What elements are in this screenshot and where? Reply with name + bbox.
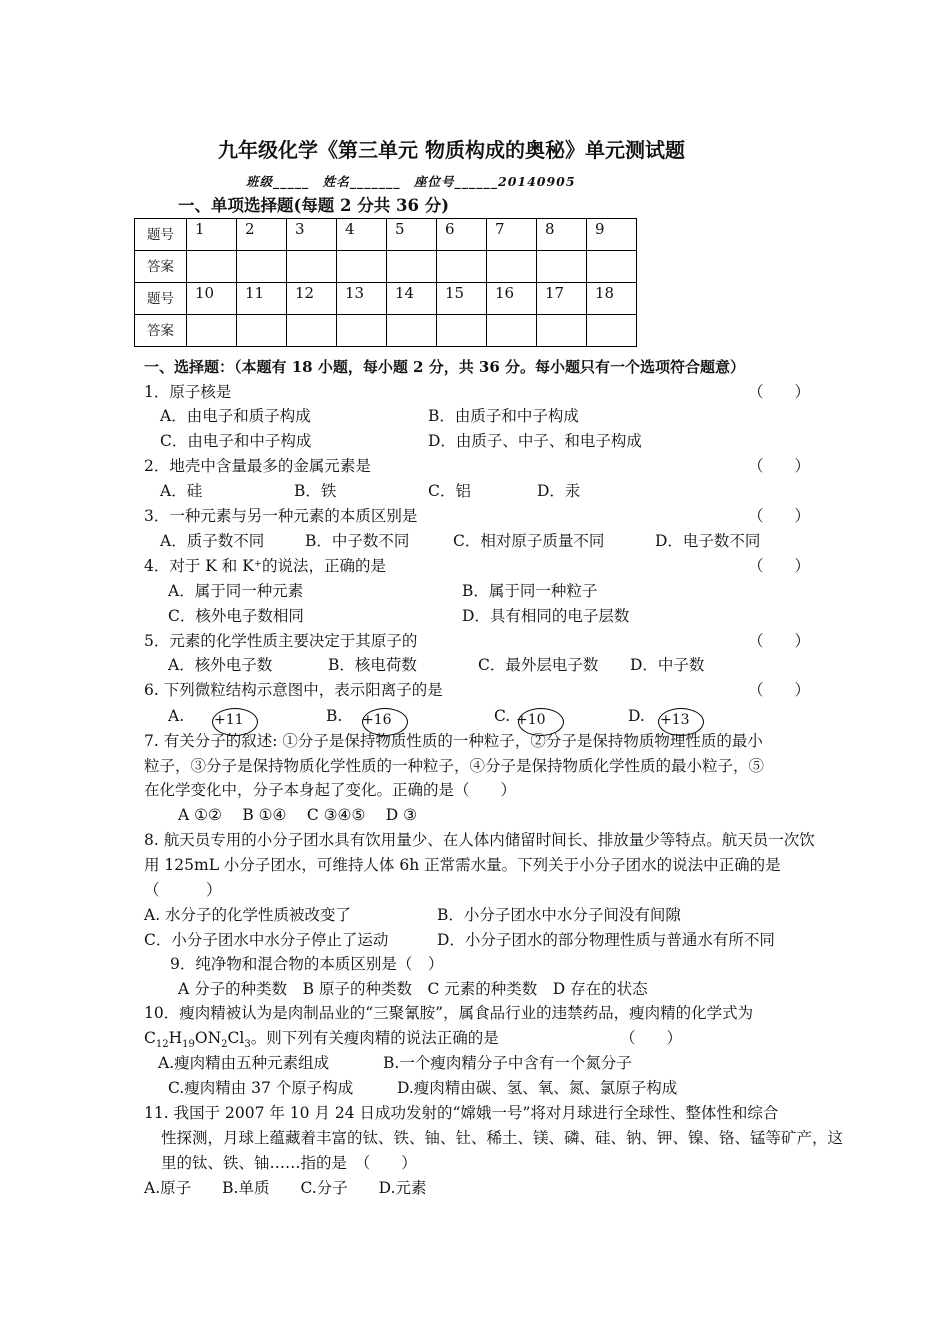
- option-c: C.: [494, 707, 511, 725]
- formula-on: ON: [194, 1029, 222, 1047]
- question-11-line3: 里的钛、铁、铀……指的是 （ ）: [161, 1154, 417, 1172]
- answer-table: [134, 218, 637, 347]
- table-cell: 12: [287, 283, 337, 315]
- option-c: C．小分子团水中水分子停止了运动: [144, 931, 389, 949]
- table-cell: 18: [587, 283, 637, 315]
- option-b: B.一个瘦肉精分子中含有一个氮分子: [383, 1054, 632, 1072]
- table-cell: 5: [387, 219, 437, 251]
- table-cell: 2: [237, 219, 287, 251]
- answer-cell[interactable]: [187, 315, 237, 347]
- answer-cell[interactable]: [387, 315, 437, 347]
- answer-cell[interactable]: [487, 315, 537, 347]
- option-d: D.: [628, 707, 645, 725]
- nucleus-charge-d: +13: [660, 712, 690, 728]
- table-cell: 8: [537, 219, 587, 251]
- question-1-stem: 1．原子核是: [144, 383, 232, 401]
- answer-cell[interactable]: [537, 251, 587, 283]
- question-8-bracket: （ ）: [144, 881, 222, 899]
- answer-cell[interactable]: [337, 251, 387, 283]
- option-b: B．铁: [294, 482, 337, 500]
- question-11-line1: 11. 我国于 2007 年 10 月 24 日成功发射的“嫦娥一号”将对月球进行全球性、整体性和综合: [144, 1104, 779, 1122]
- nucleus-charge-c: +10: [516, 712, 546, 728]
- table-cell: 13: [337, 283, 387, 315]
- question-6-stem: 6. 下列微粒结构示意图中，表示阳离子的是: [144, 681, 443, 699]
- question-4-stem: 4．对于 K 和 K⁺的说法，正确的是: [144, 557, 386, 575]
- option-a: A．质子数不同: [160, 532, 265, 550]
- answer-bracket: （ ）: [748, 383, 811, 401]
- option-b: B．属于同一种粒子: [462, 582, 598, 600]
- answer-cell[interactable]: [537, 315, 587, 347]
- answer-cell[interactable]: [287, 315, 337, 347]
- question-9-options: A 分子的种类数 B 原子的种类数 C 元素的种类数 D 存在的状态: [178, 980, 648, 998]
- option-c: C．核外电子数相同: [168, 607, 304, 625]
- answer-bracket: （ ）: [748, 681, 811, 699]
- option-a: A．属于同一种元素: [168, 582, 304, 600]
- row-label: 题号: [135, 219, 187, 251]
- answer-cell[interactable]: [237, 315, 287, 347]
- question-9-stem: 9．纯净物和混合物的本质区别是（ ）: [170, 955, 444, 973]
- row-label: 答案: [135, 315, 187, 347]
- option-b: B．由质子和中子构成: [428, 407, 579, 425]
- answer-cell[interactable]: [587, 251, 637, 283]
- question-7-options: A ①② B ①④ C ③④⑤ D ③: [178, 806, 418, 824]
- formula-n-count: 2: [221, 1039, 228, 1051]
- option-a: A．核外电子数: [168, 656, 273, 674]
- option-c: C.瘦肉精由 37 个原子构成: [168, 1079, 354, 1097]
- question-2-stem: 2．地壳中含量最多的金属元素是: [144, 457, 371, 475]
- table-cell: 4: [337, 219, 387, 251]
- answer-bracket: （ ）: [748, 557, 811, 575]
- answer-cell[interactable]: [437, 315, 487, 347]
- option-d: D．具有相同的电子层数: [462, 607, 630, 625]
- question-7-line1: 7. 有关分子的叙述: ①分子是保持物质性质的一种粒子，②分子是保持物质物理性质的最小: [144, 732, 763, 750]
- answer-cell[interactable]: [237, 251, 287, 283]
- question-10-line2-text: 。则下列有关瘦肉精的说法正确的是: [250, 1029, 499, 1047]
- option-b: B．中子数不同: [305, 532, 410, 550]
- row-label: 答案: [135, 251, 187, 283]
- table-cell: 16: [487, 283, 537, 315]
- table-row: [135, 219, 637, 251]
- table-row: [135, 251, 637, 283]
- table-cell: 11: [237, 283, 287, 315]
- answer-bracket: （ ）: [748, 632, 811, 650]
- section1-heading: 一、单项选择题(每题 2 分共 36 分): [178, 196, 450, 215]
- answer-bracket: （ ）: [748, 507, 811, 525]
- formula-h: H: [168, 1029, 183, 1047]
- option-a: A．由电子和质子构成: [160, 407, 311, 425]
- option-d: D.瘦肉精由碳、氢、氧、氮、氯原子构成: [397, 1079, 678, 1097]
- question-7-line2: 粒子，③分子是保持物质化学性质的一种粒子，④分子是保持物质化学性质的最小粒子，⑤: [144, 757, 765, 775]
- option-a: A.瘦肉精由五种元素组成: [158, 1054, 330, 1072]
- option-a: A.: [168, 707, 185, 725]
- option-d: D．小分子团水的部分物理性质与普通水有所不同: [437, 931, 775, 949]
- answer-cell[interactable]: [287, 251, 337, 283]
- nucleus-charge-b: +16: [362, 712, 392, 728]
- question-3-stem: 3．一种元素与另一种元素的本质区别是: [144, 507, 418, 525]
- table-cell: 7: [487, 219, 537, 251]
- option-d: D．汞: [537, 482, 581, 500]
- formula-c: C: [144, 1029, 156, 1047]
- student-info: 班级_____ 姓名_______ 座位号______20140905: [246, 174, 576, 189]
- option-a: A．硅: [160, 482, 203, 500]
- question-10-line1: 10．瘦肉精被认为是肉制品业的“三聚氰胺”，属食品行业的违禁药品，瘦肉精的化学式为: [144, 1004, 754, 1022]
- answer-cell[interactable]: [437, 251, 487, 283]
- table-cell: 14: [387, 283, 437, 315]
- answer-cell[interactable]: [337, 315, 387, 347]
- answer-cell[interactable]: [387, 251, 437, 283]
- option-c: C．由电子和中子构成: [160, 432, 312, 450]
- option-d: D．电子数不同: [655, 532, 761, 550]
- table-cell: 6: [437, 219, 487, 251]
- answer-cell[interactable]: [487, 251, 537, 283]
- nucleus-charge-a: +11: [214, 712, 244, 728]
- question-7-line3: 在化学变化中，分子本身起了变化。正确的是（ ）: [144, 781, 517, 799]
- question-11-options: A.原子 B.单质 C.分子 D.元素: [144, 1179, 427, 1197]
- formula-cl-count: 3: [244, 1039, 251, 1051]
- answer-cell[interactable]: [187, 251, 237, 283]
- option-d: D．中子数: [630, 656, 705, 674]
- formula-c-count: 12: [155, 1039, 169, 1051]
- option-a: A. 水分子的化学性质被改变了: [144, 906, 352, 924]
- table-cell: 9: [587, 219, 637, 251]
- question-8-line1: 8. 航天员专用的小分子团水具有饮用量少、在人体内储留时间长、排放量少等特点。航天员一次饮: [144, 831, 815, 849]
- question-5-stem: 5．元素的化学性质主要决定于其原子的: [144, 632, 418, 650]
- answer-cell[interactable]: [587, 315, 637, 347]
- option-b: B．核电荷数: [328, 656, 417, 674]
- option-b: B.: [326, 707, 343, 725]
- table-cell: 1: [187, 219, 237, 251]
- table-cell: 10: [187, 283, 237, 315]
- table-row: [135, 315, 637, 347]
- page-title: 九年级化学《第三单元 物质构成的奥秘》单元测试题: [218, 138, 685, 162]
- option-c: C．相对原子质量不同: [453, 532, 605, 550]
- question-8-line2: 用 125mL 小分子团水，可维持人体 6h 正常需水量。下列关于小分子团水的说法中正确的是: [144, 856, 781, 874]
- question-10-line2: [144, 1028, 499, 1055]
- option-c: C．铝: [428, 482, 471, 500]
- row-label: 题号: [135, 283, 187, 315]
- question-11-line2: 性探测，月球上蕴藏着丰富的钛、铁、铀、钍、稀土、镁、磷、硅、钠、钾、镍、铬、锰等矿产，这: [161, 1129, 844, 1147]
- option-c: C．最外层电子数: [478, 656, 599, 674]
- table-cell: 15: [437, 283, 487, 315]
- formula-h-count: 19: [182, 1039, 195, 1051]
- section2-heading: 一、选择题：（本题有 18 小题，每小题 2 分，共 36 分。每小题只有一个选项符合题意）: [144, 358, 746, 376]
- table-cell: 3: [287, 219, 337, 251]
- table-cell: 17: [537, 283, 587, 315]
- option-d: D．由质子、中子、和电子构成: [428, 432, 642, 450]
- table-row: [135, 283, 637, 315]
- answer-bracket: （ ）: [748, 457, 811, 475]
- option-b: B．小分子团水中水分子间没有间隙: [437, 906, 681, 924]
- answer-bracket: （ ）: [620, 1029, 683, 1047]
- formula-cl: Cl: [227, 1029, 245, 1047]
